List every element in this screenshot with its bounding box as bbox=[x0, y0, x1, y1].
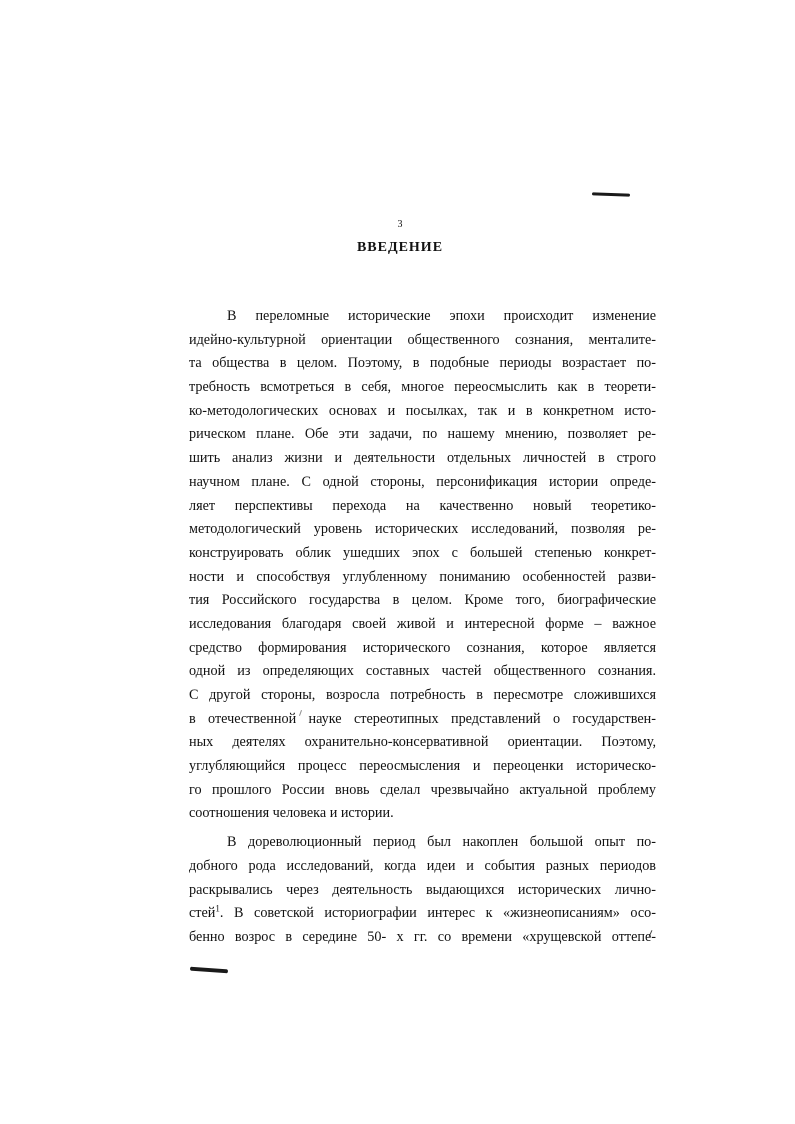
text-line: та общества в целом. Поэтому, в подобные периоды возрастает по- bbox=[189, 355, 656, 372]
paragraph-2 bbox=[189, 831, 656, 949]
text-line: ляет перспективы перехода на качественно новый теоретико- bbox=[189, 497, 656, 514]
page-title: ВВЕДЕНИЕ bbox=[356, 240, 444, 255]
text-line: требность всмотреться в себя, многое переосмыслить как в теорети- bbox=[189, 379, 656, 396]
body-text bbox=[189, 305, 656, 955]
text-line: одной из определяющих составных частей общественного сознания. bbox=[189, 663, 656, 680]
text-line: конструировать облик ушедших эпох с большей степенью конкрет- bbox=[189, 544, 656, 561]
text-line: го прошлого России вновь сделал чрезвычайно актуальной проблему bbox=[189, 781, 656, 798]
text-fragment: . В советской историографии интерес к «жизнеописаниям» осо- bbox=[219, 905, 656, 922]
text-line: бенно возрос в середине 50- х гг. со времени «хрущевской оттепе- bbox=[189, 928, 656, 945]
text-fragment: стей bbox=[189, 905, 216, 922]
paragraph-1 bbox=[189, 305, 656, 826]
text-line: добного рода исследований, когда идеи и события разных периодов bbox=[189, 857, 656, 874]
text-line: научном плане. С одной стороны, персонификация истории опреде- bbox=[189, 473, 656, 490]
text-line: идейно-культурной ориентации общественного сознания, менталите- bbox=[189, 331, 656, 348]
text-line: тия Российского государства в целом. Кроме того, биографические bbox=[189, 592, 656, 609]
text-line: рическом плане. Обе эти задачи, по нашему мнению, позволяет ре- bbox=[189, 426, 656, 443]
text-line-with-footnote bbox=[189, 902, 656, 926]
text-line: В дореволюционный период был накоплен большой опыт по- bbox=[227, 834, 656, 851]
footnote-reference[interactable]: 1 bbox=[215, 903, 220, 914]
text-line: методологический уровень исторических исследований, позволяя ре- bbox=[189, 521, 656, 538]
text-line: в отечественной науке стереотипных представлений о государствен- bbox=[189, 710, 656, 727]
text-line: ности и способствуя углубленному пониманию особенностей разви- bbox=[189, 568, 656, 585]
text-line: В переломные исторические эпохи происходит изменение bbox=[227, 308, 656, 324]
text-line: шить анализ жизни и деятельности отдельных личностей в строго bbox=[189, 450, 656, 467]
text-line: средство формирования исторического сознания, которое является bbox=[189, 639, 656, 656]
text-line: исследования благодаря своей живой и интересной форме – важное bbox=[189, 615, 656, 632]
text-line: соотношения человека и истории. bbox=[189, 805, 394, 822]
text-line: С другой стороны, возросла потребность в пересмотре сложившихся bbox=[189, 687, 656, 703]
text-line: углубляющийся процесс переосмысления и переоценки историческо- bbox=[189, 758, 656, 775]
scan-artifact-top-right bbox=[592, 192, 630, 196]
text-line: раскрывались через деятельность выдающихся исторических лично- bbox=[189, 881, 656, 898]
text-line: ных деятелях охранительно-консервативной ориентации. Поэтому, bbox=[189, 734, 656, 751]
scan-artifact-bottom-left bbox=[190, 967, 228, 974]
text-line: ко-методологических основах и посылках, так и в конкретном исто- bbox=[189, 402, 656, 419]
page-number: 3 bbox=[397, 219, 403, 230]
